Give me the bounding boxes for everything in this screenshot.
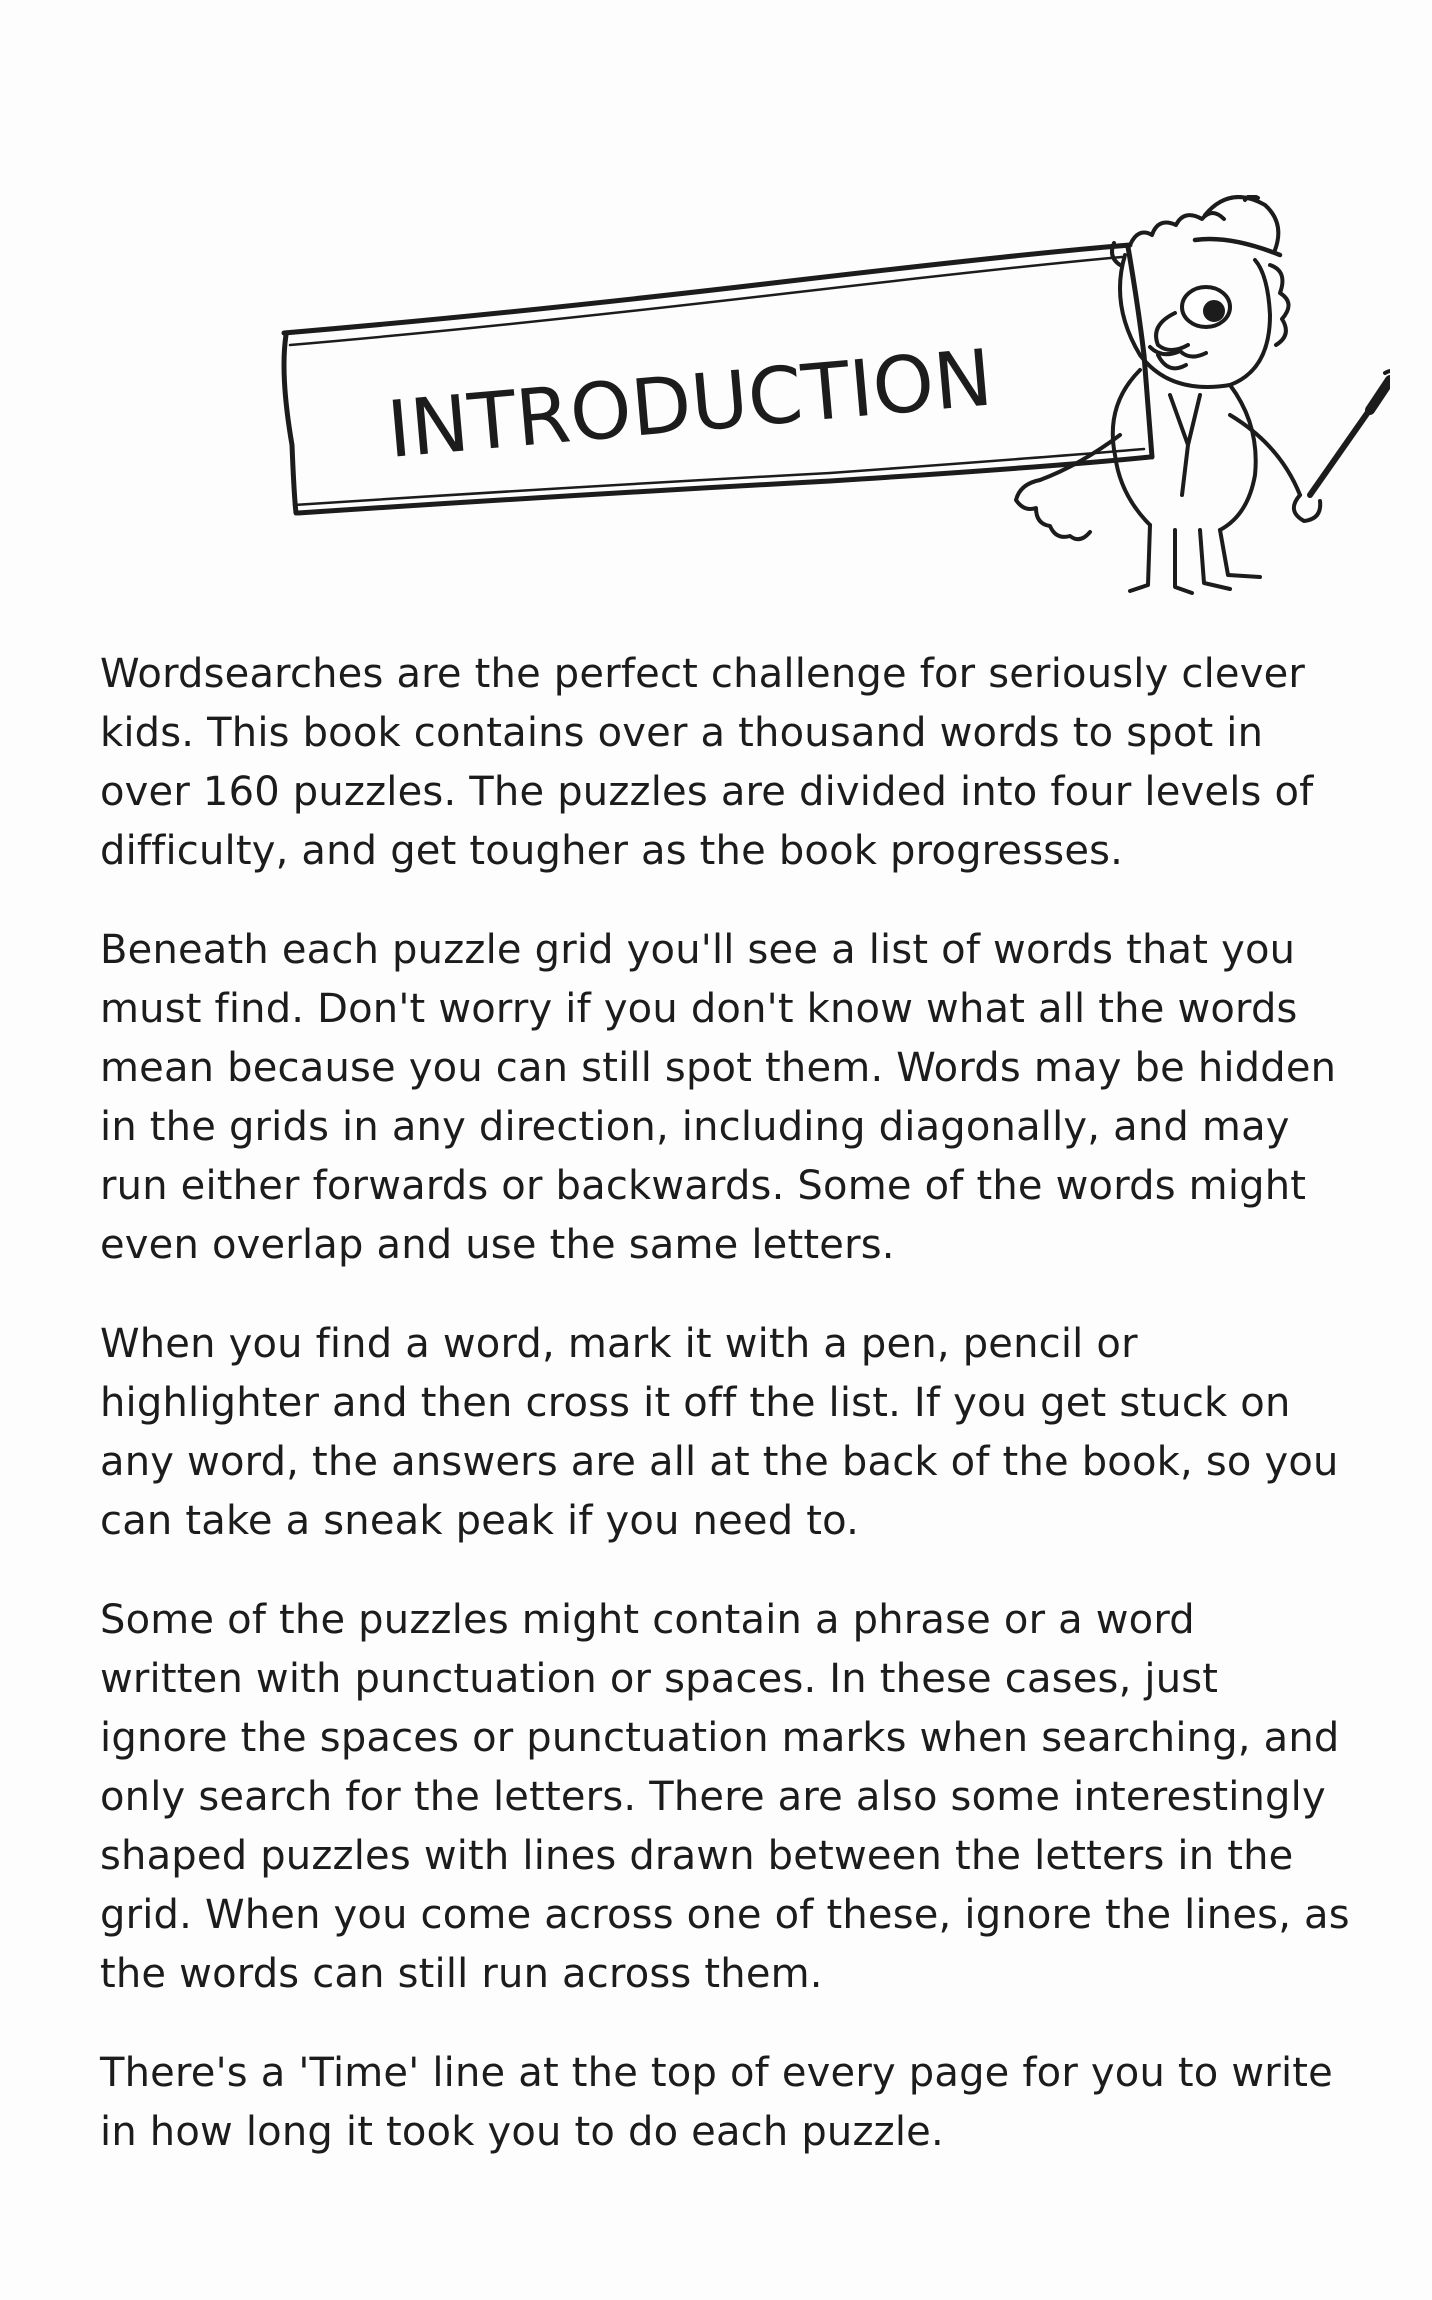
introduction-banner (270, 195, 1390, 595)
page-title: INTRODUCTION (383, 333, 996, 476)
paragraph-marking-answers: When you find a word, mark it with a pen, pencil or highlighter and then cross it off the list. If you get stuck on any word, the answers are all at the back of the book, so you can take a sneak peak if you need to. (100, 1321, 1339, 1544)
paragraph-time-line: There's a 'Time' line at the top of every page for you to write in how long it took you to do each puzzle. (100, 2050, 1333, 2155)
paragraph-overview: Wordsearches are the perfect challenge for seriously clever kids. This book contains over a thousand words to spot in over 160 puzzles. The puzzles are divided into four levels of difficulty, and get tougher as the book progresses. (100, 651, 1314, 874)
paragraph-word-lists: Beneath each puzzle grid you'll see a list of words that you must find. Don't worry if you don't know what all the words mean because you can still spot them. Words may be hidden in the grids in any direction, including diagonally, and may run either forwards or backwards. Some of the words might even overlap and use the same letters. (100, 927, 1337, 1268)
introduction-body (100, 645, 1350, 2202)
paragraph-punctuation-shapes: Some of the puzzles might contain a phrase or a word written with punctuation or spaces. In these cases, just ignore the spaces or punctuation marks when searching, and only search for the letters. There are also some interestingly shaped puzzles with lines drawn between the letters in the grid. When you come across one of these, ignore the lines, as the words can still run across them. (100, 1597, 1350, 1997)
detective-with-magnifying-glass-icon (1016, 196, 1390, 593)
